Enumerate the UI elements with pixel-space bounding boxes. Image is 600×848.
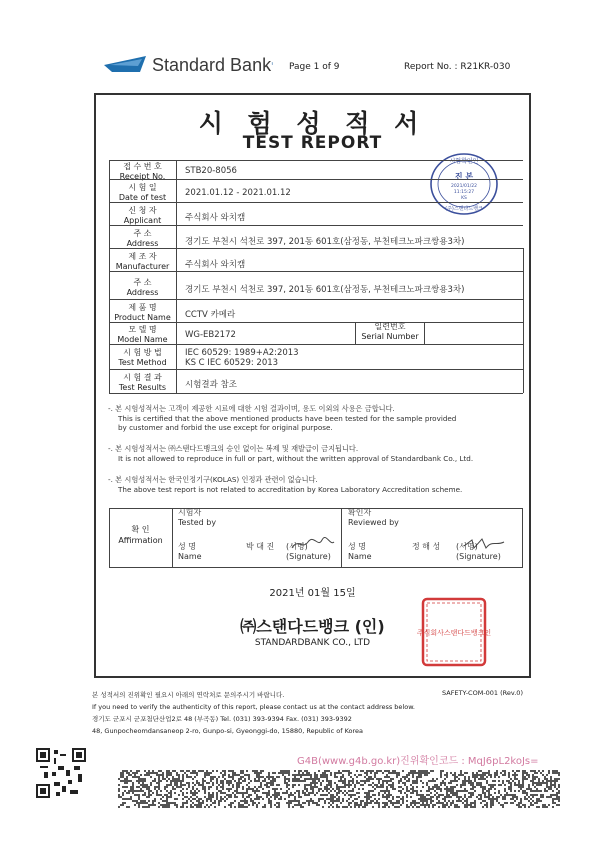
report-number: Report No. : R21KR-030 (404, 62, 511, 72)
affirmation-divider (341, 508, 342, 568)
row-value-2: KS C IEC 60529: 2013 (185, 358, 279, 368)
row-test-method (109, 344, 523, 370)
tester-name: 박 대 진 (246, 542, 275, 551)
tester-signature-label: (서명) (Signature) (286, 542, 331, 561)
serial-number-label: 일련번호 Serial Number (355, 322, 425, 344)
row-receipt-no (109, 160, 523, 180)
stamp-date: 2021/01/22 (451, 184, 477, 189)
row-label: 주 소 Address (109, 226, 177, 249)
note-1: -. 본 시험성적서는 고객이 제공한 시료에 대한 시험 결과이며, 용도 이외의 사용은 금합니다. This is certified that the above mentioned products have been tested for the sample provided by customer and forbid the use except for original purpose. (108, 404, 457, 432)
row-value: 주식회사 와치캠 (185, 260, 246, 270)
footer-contact: 본 성적서의 진위확인 필요시 아래의 연락처로 문의주시기 바랍니다. If you need to verify the authenticity of this report, please contact us at the contact address below. 경기도 군포시 군포첨단산업2로 48 (부곡동) Tel. (031) 393-9394 Fax. (031) 393-9392 48, Gunpocheomdansaneop 2-ro, Gunpo-si, Gyeonggi-do, 15880, Republic of Korea (92, 691, 416, 735)
company-name-english: STANDARDBANK CO., LTD (254, 638, 371, 648)
note-2: -. 본 시험성적서는 ㈜스탠다드뱅크의 승인 없이는 복제 및 재발급이 금지됩니다. It is not allowed to reproduce in full or part, without the written approval of Standardbank Co., Ltd. (108, 444, 474, 463)
page-info: Page 1 of 9 (289, 62, 340, 72)
standard-bank-logo-icon (104, 56, 146, 72)
reviewer-name-label: 성 명 Name (348, 542, 372, 561)
row-applicant-address (109, 225, 523, 249)
row-model-name (109, 322, 523, 345)
row-label: 제 품 명 Product Name (109, 300, 177, 323)
verification-code: G4B(www.g4b.go.kr)진위확인코드 : MqJ6pL2koJs= (297, 756, 539, 767)
reviewer-signature (462, 536, 506, 552)
row-label: 시 험 방 법 Test Method (109, 345, 177, 370)
company-name-korean: ㈜스탠다드뱅크 (인) (240, 617, 385, 636)
row-value: CCTV 카메라 (185, 310, 236, 320)
stamp-center-text: 진 본 (454, 172, 474, 181)
stamp-time: 11:15:27 (453, 190, 475, 195)
stamp-code: KS (461, 196, 467, 201)
row-label: 모 델 명 Model Name (109, 323, 177, 345)
brand-name: Standard Bankʹ (152, 55, 274, 75)
tester-signature (290, 536, 336, 552)
company-seal (416, 597, 492, 667)
title-english: TEST REPORT (242, 133, 383, 153)
form-code: SAFETY-COM-001 (Rev.0) (442, 689, 523, 697)
row-value: 시험결과 참조 (185, 380, 237, 390)
table-right-border (523, 248, 524, 393)
tested-by-label: 시험자 Tested by (178, 508, 217, 527)
row-label: 주 소 Address (109, 272, 177, 300)
barcode-strip (118, 770, 560, 808)
row-applicant (109, 202, 523, 226)
row-value: STB20-8056 (185, 166, 237, 176)
row-date-of-test (109, 179, 523, 203)
row-value: 경기도 부천시 석천로 397, 201동 601호(삼정동, 부천테크노파크쌍용3차) (185, 285, 465, 295)
row-label: 신 청 자 Applicant (109, 203, 177, 226)
reviewer-name: 정 해 성 (412, 542, 441, 551)
seal-text: 주식회사스탠다드뱅크인 (416, 629, 492, 637)
note-3: -. 본 시험성적서는 한국인정기구(KOLAS) 인정과 관련이 없습니다. The above test report is not related to accreditation by Korea Laboratory Accreditation scheme. (108, 475, 463, 494)
tester-name-label: 성 명 Name (178, 542, 202, 561)
row-label: 접 수 번 호 Receipt No. (109, 161, 177, 180)
row-product-name (109, 299, 523, 323)
row-value: 주식회사 와치캠 (185, 213, 246, 223)
reviewed-by-label: 확인자 Reviewed by (348, 508, 399, 527)
row-label: 제 조 자 Manufacturer (109, 249, 177, 272)
row-manufacturer-address (109, 271, 523, 300)
qr-code-icon[interactable] (36, 748, 86, 798)
reviewer-signature-label: (서명) (Signature) (456, 542, 501, 561)
row-value: 경기도 부천시 석천로 397, 201동 601호(삼정동, 부천테크노파크쌍용3차) (185, 237, 465, 247)
issue-date: 2021년 01월 15일 (269, 588, 356, 599)
stamp-bottom-text: (주)스탠다드뱅크 (445, 206, 483, 212)
title-korean: 시 험 성 적 서 (198, 109, 427, 138)
row-label: 시 험 결 과 Test Results (109, 370, 177, 394)
row-value: WG-EB2172 (185, 330, 236, 340)
row-test-results (109, 369, 523, 394)
stamp-top-text: 시험확인인 (449, 158, 479, 165)
affirmation-label: 확 인 Affirmation (109, 508, 173, 568)
row-label: 시 험 일 Date of test (109, 180, 177, 203)
row-value: IEC 60529: 1989+A2:2013 (185, 348, 299, 358)
table-bottom-border (109, 393, 523, 394)
row-manufacturer (109, 248, 523, 272)
row-value: 2021.01.12 - 2021.01.12 (185, 188, 291, 198)
